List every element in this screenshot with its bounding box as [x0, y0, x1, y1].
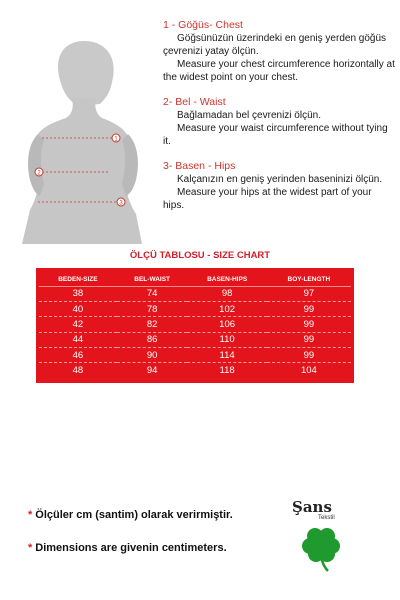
asterisk-icon: * [28, 509, 33, 521]
header-waist: BEL-WAIST [117, 274, 188, 286]
body-silhouette-svg [8, 34, 158, 244]
step-text-en: Measure your chest circumference horizontally at the widest point on your chest. [163, 59, 395, 83]
step-text-tr: Kalçanızın en geniş yerinden baseninizi ölçün. [177, 174, 383, 185]
cell-hips: 118 [219, 365, 235, 377]
table-row [39, 348, 351, 363]
cell-size: 38 [39, 286, 117, 301]
logo-name: Şans [292, 498, 332, 516]
step-text-tr: Göğsünüzün üzerindeki en geniş yerden göğüs çevrenizi yatay ölçün. [163, 33, 387, 57]
cell-hips: 98 [187, 286, 266, 301]
cell-hips: 106 [187, 317, 266, 332]
step-title: 1 - Göğüs- Chest [163, 19, 243, 31]
cell-size: 44 [39, 332, 117, 347]
measurement-instructions [163, 18, 395, 223]
cell-length: 99 [267, 301, 351, 316]
marker-2: 2 [37, 170, 41, 177]
cell-size: 40 [39, 301, 117, 316]
header-size: BEDEN-SIZE [39, 274, 117, 286]
logo-subtitle: Tekstil [318, 515, 335, 521]
cell-length: 99 [267, 348, 351, 363]
marker-1: 1 [114, 136, 118, 143]
cell-length: 99 [267, 332, 351, 347]
table-row [39, 332, 351, 347]
cell-waist: 78 [117, 301, 188, 316]
table-row [39, 317, 351, 332]
cell-waist: 94 [146, 365, 158, 377]
header-hips: BASEN-HIPS [187, 274, 266, 286]
cell-hips: 110 [187, 332, 266, 347]
cell-hips: 102 [187, 301, 266, 316]
table-header-row [39, 274, 351, 286]
marker-3: 3 [119, 200, 123, 207]
step-text-en: Measure your hips at the widest part of your hips. [163, 187, 372, 211]
step-text-tr: Bağlamadan bel çevrenizi ölçün. [177, 110, 321, 121]
cell-waist: 86 [117, 332, 188, 347]
size-chart-title: ÖLÇÜ TABLOSU - SIZE CHART [129, 250, 271, 261]
cell-size: 42 [39, 317, 117, 332]
body-silhouette [8, 34, 158, 244]
clover-icon [300, 526, 344, 572]
cell-length: 99 [267, 317, 351, 332]
cell-size: 48 [72, 365, 84, 377]
note-units-en: * Dimensions are givenin centimeters. [28, 542, 227, 554]
header-length: BOY-LENGTH [267, 274, 351, 286]
table-row [39, 363, 351, 378]
cell-waist: 74 [117, 286, 188, 301]
cell-waist: 82 [117, 317, 188, 332]
step-waist [163, 95, 395, 148]
cell-length: 104 [300, 365, 317, 377]
step-chest [163, 18, 395, 84]
step-hips [163, 159, 395, 212]
asterisk-icon: * [28, 542, 33, 554]
size-chart [36, 268, 354, 383]
cell-waist: 90 [117, 348, 188, 363]
brand-logo [288, 500, 358, 580]
cell-hips: 114 [187, 348, 266, 363]
note-units-tr: * Ölçüler cm (santim) olarak verirmiştir. [28, 509, 233, 521]
step-title: 3- Basen - Hips [163, 160, 236, 172]
cell-size: 46 [39, 348, 117, 363]
table-row [39, 301, 351, 316]
cell-length: 97 [267, 286, 351, 301]
size-table [39, 274, 351, 378]
step-text-en: Measure your waist circumference without tying it. [163, 123, 388, 147]
step-title: 2- Bel - Waist [163, 96, 226, 108]
table-row [39, 286, 351, 301]
